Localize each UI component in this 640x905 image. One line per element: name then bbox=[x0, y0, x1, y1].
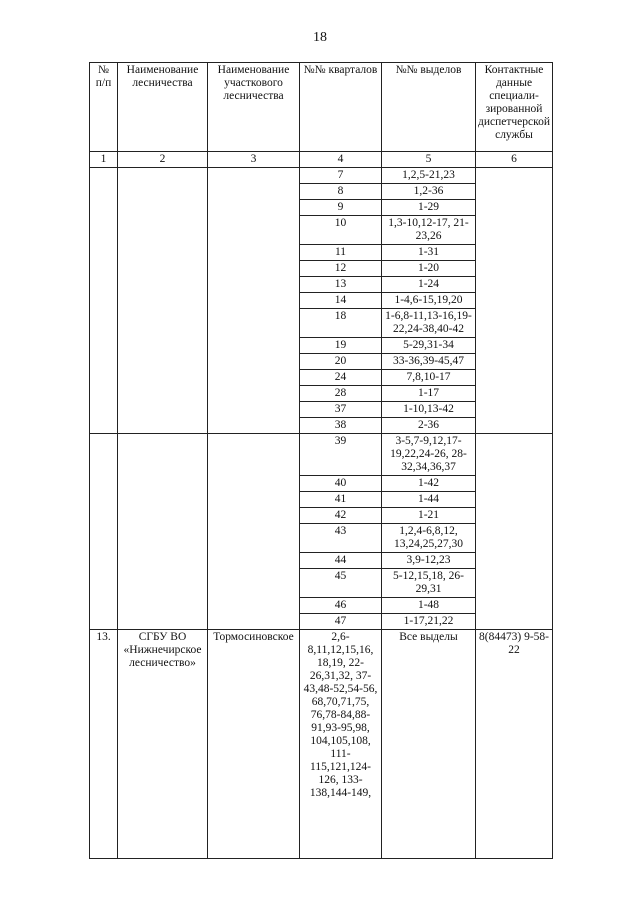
sections-cell: 33-36,39-45,47 bbox=[382, 354, 476, 370]
quarter-cell: 18 bbox=[300, 309, 382, 338]
header-cell: № п/п bbox=[90, 63, 118, 152]
sections-cell: 1-21 bbox=[382, 508, 476, 524]
quarter-cell: 28 bbox=[300, 386, 382, 402]
quarter-cell: 9 bbox=[300, 200, 382, 216]
sections-cell: 1-48 bbox=[382, 598, 476, 614]
quarter-cell: 43 bbox=[300, 524, 382, 553]
header-cell: №№ кварталов bbox=[300, 63, 382, 152]
column-number: 5 bbox=[382, 152, 476, 168]
sections-cell: 3-5,7-9,12,17-19,22,24-26, 28-32,34,36,37 bbox=[382, 434, 476, 476]
sections-cell: 1-6,8-11,13-16,19-22,24-38,40-42 bbox=[382, 309, 476, 338]
quarter-cell: 41 bbox=[300, 492, 382, 508]
sections-cell: 1-4,6-15,19,20 bbox=[382, 293, 476, 309]
empty-cell bbox=[118, 168, 208, 434]
empty-cell bbox=[118, 434, 208, 630]
sections-list: Все выделы bbox=[382, 630, 476, 859]
header-cell: Наименование лесничества bbox=[118, 63, 208, 152]
quarter-cell: 38 bbox=[300, 418, 382, 434]
header-cell: Наименование участкового лесничества bbox=[208, 63, 300, 152]
district-name: Тормосиновское bbox=[208, 630, 300, 859]
quarter-cell: 45 bbox=[300, 569, 382, 598]
column-number-row bbox=[90, 152, 553, 168]
sections-cell: 1,2,4-6,8,12, 13,24,25,27,30 bbox=[382, 524, 476, 553]
empty-cell bbox=[208, 434, 300, 630]
sections-cell: 1-44 bbox=[382, 492, 476, 508]
quarters-list: 2,6-8,11,12,15,16, 18,19, 22-26,31,32, 37-43,48-52,54-56, 68,70,71,75, 76,78-84,88-91,93-95,98, 104,105,108, 111-115,121,124-126, 133-138,144-149, bbox=[300, 630, 382, 859]
column-number: 4 bbox=[300, 152, 382, 168]
sections-cell: 1-10,13-42 bbox=[382, 402, 476, 418]
sections-cell: 5-12,15,18, 26-29,31 bbox=[382, 569, 476, 598]
quarter-cell: 37 bbox=[300, 402, 382, 418]
quarter-cell: 47 bbox=[300, 614, 382, 630]
column-number: 1 bbox=[90, 152, 118, 168]
sections-cell: 1,3-10,12-17, 21-23,26 bbox=[382, 216, 476, 245]
quarter-cell: 39 bbox=[300, 434, 382, 476]
sections-cell: 1-17 bbox=[382, 386, 476, 402]
forestry-table bbox=[89, 62, 553, 859]
sections-cell: 1-20 bbox=[382, 261, 476, 277]
empty-cell bbox=[90, 434, 118, 630]
table-row-13 bbox=[90, 630, 553, 859]
sections-cell: 7,8,10-17 bbox=[382, 370, 476, 386]
quarter-cell: 20 bbox=[300, 354, 382, 370]
quarter-cell: 24 bbox=[300, 370, 382, 386]
sections-cell: 1,2,5-21,23 bbox=[382, 168, 476, 184]
header-cell: Контактные данные специали-зированной диспетчерской службы bbox=[476, 63, 553, 152]
sections-cell: 5-29,31-34 bbox=[382, 338, 476, 354]
header-row bbox=[90, 63, 553, 152]
quarter-cell: 11 bbox=[300, 245, 382, 261]
quarter-cell: 42 bbox=[300, 508, 382, 524]
quarter-cell: 40 bbox=[300, 476, 382, 492]
quarter-cell: 10 bbox=[300, 216, 382, 245]
column-number: 6 bbox=[476, 152, 553, 168]
table-row bbox=[90, 168, 553, 184]
sections-cell: 1-42 bbox=[382, 476, 476, 492]
quarter-cell: 12 bbox=[300, 261, 382, 277]
column-number: 2 bbox=[118, 152, 208, 168]
table-row bbox=[90, 434, 553, 476]
sections-cell: 1-31 bbox=[382, 245, 476, 261]
empty-cell bbox=[208, 168, 300, 434]
empty-cell bbox=[90, 168, 118, 434]
quarter-cell: 13 bbox=[300, 277, 382, 293]
quarter-cell: 7 bbox=[300, 168, 382, 184]
sections-cell: 2-36 bbox=[382, 418, 476, 434]
quarter-cell: 44 bbox=[300, 553, 382, 569]
sections-cell: 3,9-12,23 bbox=[382, 553, 476, 569]
contact-phone: 8(84473) 9-58-22 bbox=[476, 630, 553, 859]
header-cell: №№ выделов bbox=[382, 63, 476, 152]
row-number: 13. bbox=[90, 630, 118, 859]
sections-cell: 1,2-36 bbox=[382, 184, 476, 200]
sections-cell: 1-24 bbox=[382, 277, 476, 293]
sections-cell: 1-29 bbox=[382, 200, 476, 216]
column-number: 3 bbox=[208, 152, 300, 168]
quarter-cell: 46 bbox=[300, 598, 382, 614]
sections-cell: 1-17,21,22 bbox=[382, 614, 476, 630]
quarter-cell: 19 bbox=[300, 338, 382, 354]
page-number: 18 bbox=[313, 30, 327, 45]
empty-cell bbox=[476, 168, 553, 434]
empty-cell bbox=[476, 434, 553, 630]
quarter-cell: 8 bbox=[300, 184, 382, 200]
forestry-name: СГБУ ВО «Нижнечирское лесничество» bbox=[118, 630, 208, 859]
quarter-cell: 14 bbox=[300, 293, 382, 309]
